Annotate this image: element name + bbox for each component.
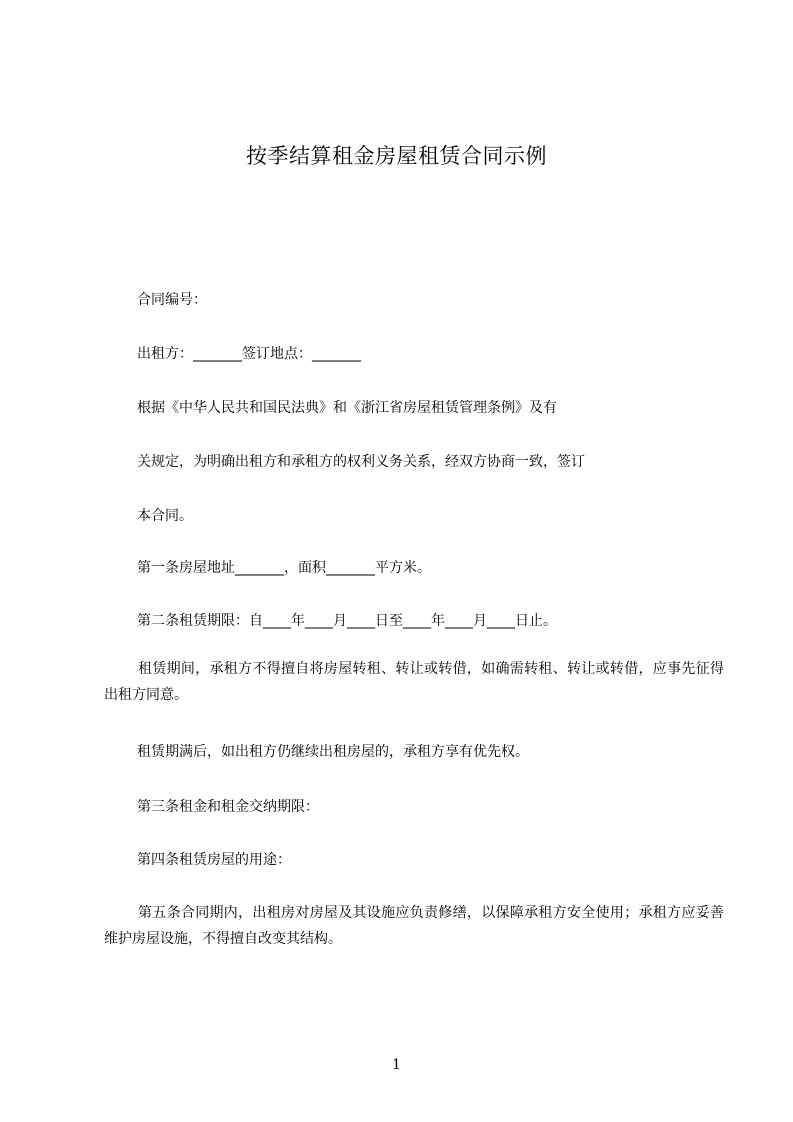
basis-line-2: 关规定，为明确出租方和承租方的权利义务关系，经双方协商一致，签订 xyxy=(137,454,585,470)
contract-number-line: 合同编号： xyxy=(137,292,207,308)
parties-line: 出租方：_______签订地点：_______ xyxy=(137,346,361,362)
article-2-line: 第二条租赁期限：自____年____月____日至____年____月____日止。 xyxy=(137,613,557,629)
basis-line-1: 根据《中华人民共和国民法典》和《浙江省房屋租赁管理条例》及有 xyxy=(137,400,557,416)
article-5-paragraph: 第五条合同期内，出租房对房屋及其设施应负责修缮，以保障承租方安全使用；承租方应妥善维护房屋设施，不得擅自改变其结构。 xyxy=(104,905,724,947)
renewal-clause-line: 租赁期满后，如出租方仍继续出租房屋的，承租方享有优先权。 xyxy=(137,744,529,760)
sublet-clause-paragraph: 租赁期间，承租方不得擅自将房屋转租、转让或转借，如确需转租、转让或转借，应事先征得出租方同意。 xyxy=(104,661,724,703)
document-title: 按季结算租金房屋租赁合同示例 xyxy=(246,144,547,168)
basis-line-3: 本合同。 xyxy=(137,508,193,524)
article-3-line: 第三条租金和租金交纳期限： xyxy=(137,799,319,815)
page-number: 1 xyxy=(392,1057,401,1073)
article-1-line: 第一条房屋地址_______，面积_______平方米。 xyxy=(137,560,431,576)
article-4-line: 第四条租赁房屋的用途： xyxy=(137,852,291,868)
